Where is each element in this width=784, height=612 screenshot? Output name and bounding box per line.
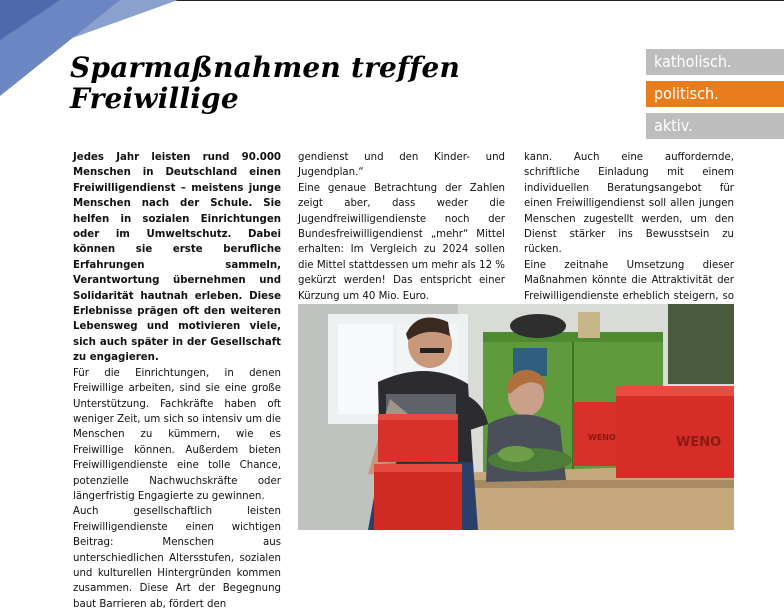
paragraph: gendienst und den Kinder- und Jugendplan.“ — [298, 152, 505, 179]
paragraph: Eine zeitnahe Umsetzung dieser Maßnahmen könnte die Attraktivität der Freiwilligendienste erheblich steigern, so — [524, 259, 734, 302]
paragraph: kann. Auch eine auffordernde, schriftliche Einladung mit einem individuellen Beratungsangebot für einen Freiwilligendienst soll allen jungen Menschen zugestellt werden, um den Dienst stärker ins Bewusstsein zu rücken. — [524, 152, 734, 256]
paragraph: Eine genaue Betrachtung der Zahlen zeigt aber, dass weder die Jugendfreiwilligendienste noch der Bundesfreiwilligendienst „mehr“ Mittel erhalten: Im Vergleich zu 2024 sollen die Mittel stattdessen um mehr als 12 % gekürzt werden! Das entspricht einer Kürzung um 40 Mio. Euro. — [298, 182, 505, 302]
text-column-1 — [73, 150, 281, 612]
lead-paragraph: Jedes Jahr leisten rund 90.000 Menschen in Deutschland einen Freiwilligendienst – meistens junge Menschen nach der Schule. Sie helfen in sozialen Einrichtungen oder im Umweltschutz. Dabei können sie erste berufliche Erfahrungen sammeln, Verantwortung übernehmen und Solidarität hautnah erleben. Diese Erlebnisse prägen oft den weiteren Lebensweg und motivieren viele, sich auch später in der Gesellschaft zu engagieren. — [73, 152, 281, 364]
paragraph: Auch gesellschaftlich leisten Freiwilligendienste einen wichtigen Beitrag: Menschen aus unterschiedlichen Altersstufen, sozialen und kulturellen Hintergründen kommen zusammen. Diese Art der Begegnung baut Barrieren ab, fördert den — [73, 506, 281, 610]
tag-aktiv: aktiv. — [646, 113, 784, 139]
tag-politisch: politisch. — [646, 81, 784, 107]
paragraph: Für die Einrichtungen, in denen Freiwillige arbeiten, sind sie eine große Unterstützung. Fachkräfte haben oft weniger Zeit, um sich so intensiv um die Menschen zu kümmern, wie es Freiwillige können. Außerdem bieten Freiwilligendienste eine tolle Chance, potenzielle Nachwuchskräfte oder längerfristig Engagierte zu gewinnen. — [73, 367, 281, 502]
crate-label: WENO — [676, 435, 722, 450]
page-title: Sparmaßnahmen treffen Freiwillige — [70, 51, 461, 115]
tag-katholisch: katholisch. — [646, 49, 784, 75]
crate-label: WENO — [588, 433, 616, 442]
article-photo — [298, 304, 734, 530]
text-column-2 — [298, 150, 505, 304]
